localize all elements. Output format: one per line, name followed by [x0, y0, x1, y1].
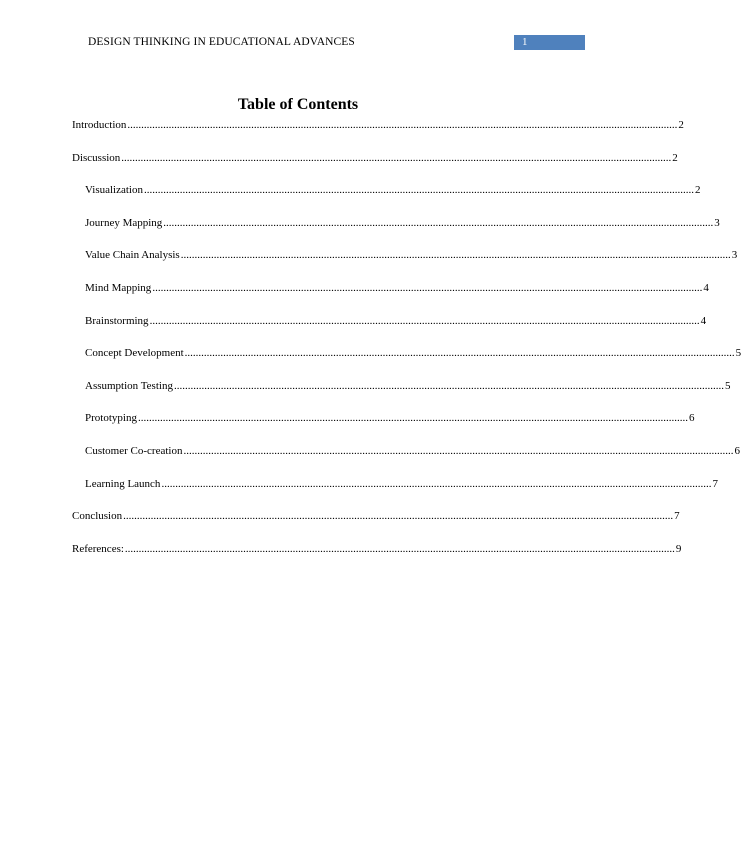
toc-heading: Table of Contents [237, 96, 359, 113]
dot-leader: ........................................................................................................................................................................................................ [173, 379, 724, 392]
toc-entry-value-chain-analysis[interactable] [72, 246, 738, 279]
dot-leader: ........................................................................................................................................................................................................ [137, 412, 688, 425]
toc-entry-page: 2 [695, 184, 701, 197]
toc-entry-page: 7 [674, 510, 680, 523]
toc-entry-page: 9 [675, 542, 682, 555]
toc-entry-page: 7 [712, 477, 718, 490]
toc-entry-page: 2 [672, 151, 678, 164]
toc-entry-label: Brainstorming [85, 314, 149, 327]
dot-leader: ........................................................................................................................................................................................................ [149, 314, 700, 327]
table-of-contents [72, 116, 741, 572]
toc-entry-label: Concept Development [85, 347, 184, 360]
running-header-title: DESIGN THINKING IN EDUCATIONAL ADVANCES [88, 36, 355, 48]
toc-entry-mind-mapping[interactable] [72, 279, 709, 312]
page-number-badge [514, 35, 585, 50]
dot-leader: ........................................................................................................................................................................................................ [127, 119, 678, 131]
toc-entry-page: 6 [734, 444, 740, 457]
toc-entry-label: Journey Mapping [85, 216, 163, 229]
toc-entry-label: Assumption Testing [85, 379, 173, 392]
toc-entry-page: 5 [735, 347, 741, 360]
dot-leader: ........................................................................................................................................................................................................ [184, 347, 735, 360]
toc-entry-introduction[interactable] [72, 116, 684, 149]
toc-entry-brainstorming[interactable] [72, 312, 707, 345]
dot-leader: ........................................................................................................................................................................................................ [144, 184, 694, 197]
toc-entry-page: 3 [731, 249, 738, 262]
dot-leader: ........................................................................................................................................................................................................ [163, 216, 714, 229]
toc-entry-conclusion[interactable] [72, 507, 680, 540]
dot-leader: ........................................................................................................................................................................................................ [121, 151, 672, 164]
toc-entry-prototyping[interactable] [72, 409, 695, 442]
toc-entry-references[interactable] [72, 540, 682, 573]
toc-entry-page: 4 [700, 314, 707, 327]
toc-entry-label: Conclusion [72, 510, 123, 523]
dot-leader: ........................................................................................................................................................................................................ [180, 249, 731, 262]
toc-entry-page: 6 [688, 412, 695, 425]
toc-entry-label: Prototyping [85, 412, 137, 425]
toc-entry-label: Customer Co-creation [85, 444, 183, 457]
dot-leader: ........................................................................................................................................................................................................ [161, 477, 712, 490]
toc-entry-visualization[interactable] [72, 181, 701, 214]
toc-entry-label: Learning Launch [85, 477, 161, 490]
toc-entry-page: 2 [678, 119, 684, 131]
toc-entry-journey-mapping[interactable] [72, 214, 720, 247]
dot-leader: ........................................................................................................................................................................................................ [123, 510, 674, 523]
toc-entry-assumption-testing[interactable] [72, 377, 731, 410]
toc-entry-label: References: [72, 542, 124, 555]
toc-entry-discussion[interactable] [72, 149, 678, 182]
toc-entry-page: 3 [714, 216, 720, 229]
toc-entry-page: 4 [703, 281, 709, 294]
dot-leader: ........................................................................................................................................................................................................ [124, 542, 675, 555]
toc-entry-label: Introduction [72, 119, 127, 131]
toc-entry-label: Mind Mapping [85, 281, 152, 294]
page-number: 1 [522, 36, 528, 48]
dot-leader: ........................................................................................................................................................................................................ [183, 444, 734, 457]
toc-entry-label: Visualization [85, 184, 143, 197]
toc-entry-page: 5 [724, 379, 731, 392]
dot-leader: ........................................................................................................................................................................................................ [152, 281, 703, 294]
toc-entry-label: Value Chain Analysis [85, 249, 180, 262]
toc-entry-concept-development[interactable] [72, 344, 741, 377]
toc-entry-label: Discussion [72, 151, 121, 164]
toc-entry-customer-co-creation[interactable] [72, 442, 740, 475]
toc-entry-learning-launch[interactable] [72, 475, 718, 508]
